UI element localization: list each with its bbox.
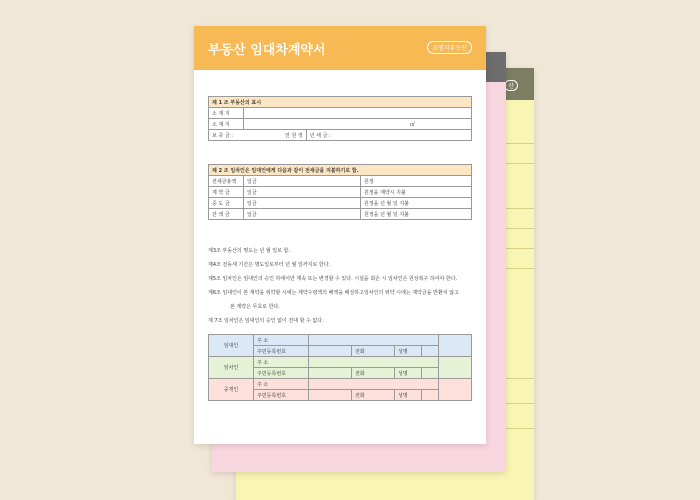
agency-badge: 요엠지부동산: [427, 41, 472, 54]
amount-note: 원정을 년 월 일 지불: [361, 209, 472, 220]
party-sign-label: 성명: [395, 368, 422, 379]
party-id-label: 주민등록번호: [254, 346, 309, 357]
party-phone-label: 전화: [352, 346, 395, 357]
amount-field[interactable]: 일금: [244, 176, 361, 187]
payment-table: [208, 164, 472, 220]
party-stamp[interactable]: [439, 379, 472, 401]
contract-sheet: [194, 26, 486, 444]
party-phone-label: 전화: [352, 368, 395, 379]
party-addr-field[interactable]: [309, 335, 439, 346]
party-sign-field[interactable]: [422, 390, 439, 401]
party-sign-field[interactable]: [422, 346, 439, 357]
table-row: [209, 198, 472, 209]
table-row: [209, 379, 472, 390]
parties-section: [208, 334, 472, 401]
section-1: [208, 96, 472, 141]
row-label: 소 재 지: [209, 108, 244, 119]
row-label: 중 도 금: [209, 198, 244, 209]
party-sign-label: 성명: [395, 390, 422, 401]
clause-6: 제6조 임대인이 본 계약을 위약할 시에는 계약수령액의 배액을 배상하고임차인의 위약 시에는 계약금을 반환치 않고: [208, 290, 459, 296]
party-sign-label: 성명: [395, 346, 422, 357]
party-addr-field[interactable]: [309, 379, 439, 390]
amount-field[interactable]: 일금: [244, 198, 361, 209]
contract-title: 부동산 임대차계약서: [208, 43, 326, 58]
party-name: 임대인: [209, 335, 254, 357]
party-id-field[interactable]: [309, 346, 352, 357]
clause-5: 제5조 임차인은 임대인의 승인 하에서만 계속 또는 변경할 수 있다. 시설을 회손 시 임차인은 원상복구 하여야 한다.: [208, 276, 458, 282]
amount-note: 원정: [361, 176, 472, 187]
party-phone-label: 전화: [352, 390, 395, 401]
amount-field[interactable]: 일금: [244, 209, 361, 220]
party-stamp[interactable]: [439, 357, 472, 379]
party-id-field[interactable]: [309, 390, 352, 401]
property-table: [208, 96, 472, 141]
amount-field[interactable]: 일금: [244, 187, 361, 198]
party-addr-label: 주 소: [254, 357, 309, 368]
clause-6-cont: 본 계약은 무효로 한다.: [230, 304, 280, 310]
address-field[interactable]: [244, 108, 472, 119]
amount-note: 원정을 계약시 지불: [361, 187, 472, 198]
party-id-field[interactable]: [309, 368, 352, 379]
table-row: [209, 357, 472, 368]
area-unit: ㎡: [409, 121, 415, 128]
row-label: 잔 액 금: [209, 209, 244, 220]
row-label: 전세금총액: [209, 176, 244, 187]
party-id-label: 주민등록번호: [254, 368, 309, 379]
party-name: 중개인: [209, 379, 254, 401]
rent-label: 년 세 금 :: [309, 132, 331, 139]
deposit-label: 보 증 금 :: [212, 132, 233, 139]
party-addr-label: 주 소: [254, 335, 309, 346]
party-addr-field[interactable]: [309, 357, 439, 368]
deposit-field[interactable]: [209, 130, 307, 141]
clause-3: 제3조 부동산의 명도는 년 월 일로 함.: [208, 248, 290, 254]
copy-sheet-badge: 산: [504, 80, 518, 91]
party-sign-field[interactable]: [422, 368, 439, 379]
table-row: [209, 130, 472, 141]
table-row: [209, 176, 472, 187]
party-id-label: 주민등록번호: [254, 390, 309, 401]
rent-field[interactable]: [306, 130, 471, 141]
clause-4: 제4조 전동세 기간은 명도일로부터 년 월 일까지로 한다.: [208, 262, 331, 268]
row-label: 소 재 지: [209, 119, 244, 130]
table-row: [209, 187, 472, 198]
area-field[interactable]: [244, 119, 472, 130]
table-row: [209, 335, 472, 346]
section-2: [208, 164, 472, 220]
row-label: 계 약 금: [209, 187, 244, 198]
party-name: 임차인: [209, 357, 254, 379]
table-row: [209, 119, 472, 130]
contract-header: [194, 26, 486, 70]
parties-table: [208, 334, 472, 401]
party-addr-label: 주 소: [254, 379, 309, 390]
clause-7: 제 7조 임차인은 임대인의 승인 없이 전대 할 수 없다.: [208, 318, 324, 324]
amount-note: 원정을 년 월 일 지불: [361, 198, 472, 209]
table-row: [209, 108, 472, 119]
section-2-head: 제 2 조 임차인은 임대인에게 다음과 같이 전세금을 지불하기로 함.: [209, 165, 472, 176]
section-1-head: 제 1 조 부동산의 표시: [209, 97, 472, 108]
table-row: [209, 209, 472, 220]
won-label: 만 원 정: [285, 132, 303, 139]
party-stamp[interactable]: [439, 335, 472, 357]
